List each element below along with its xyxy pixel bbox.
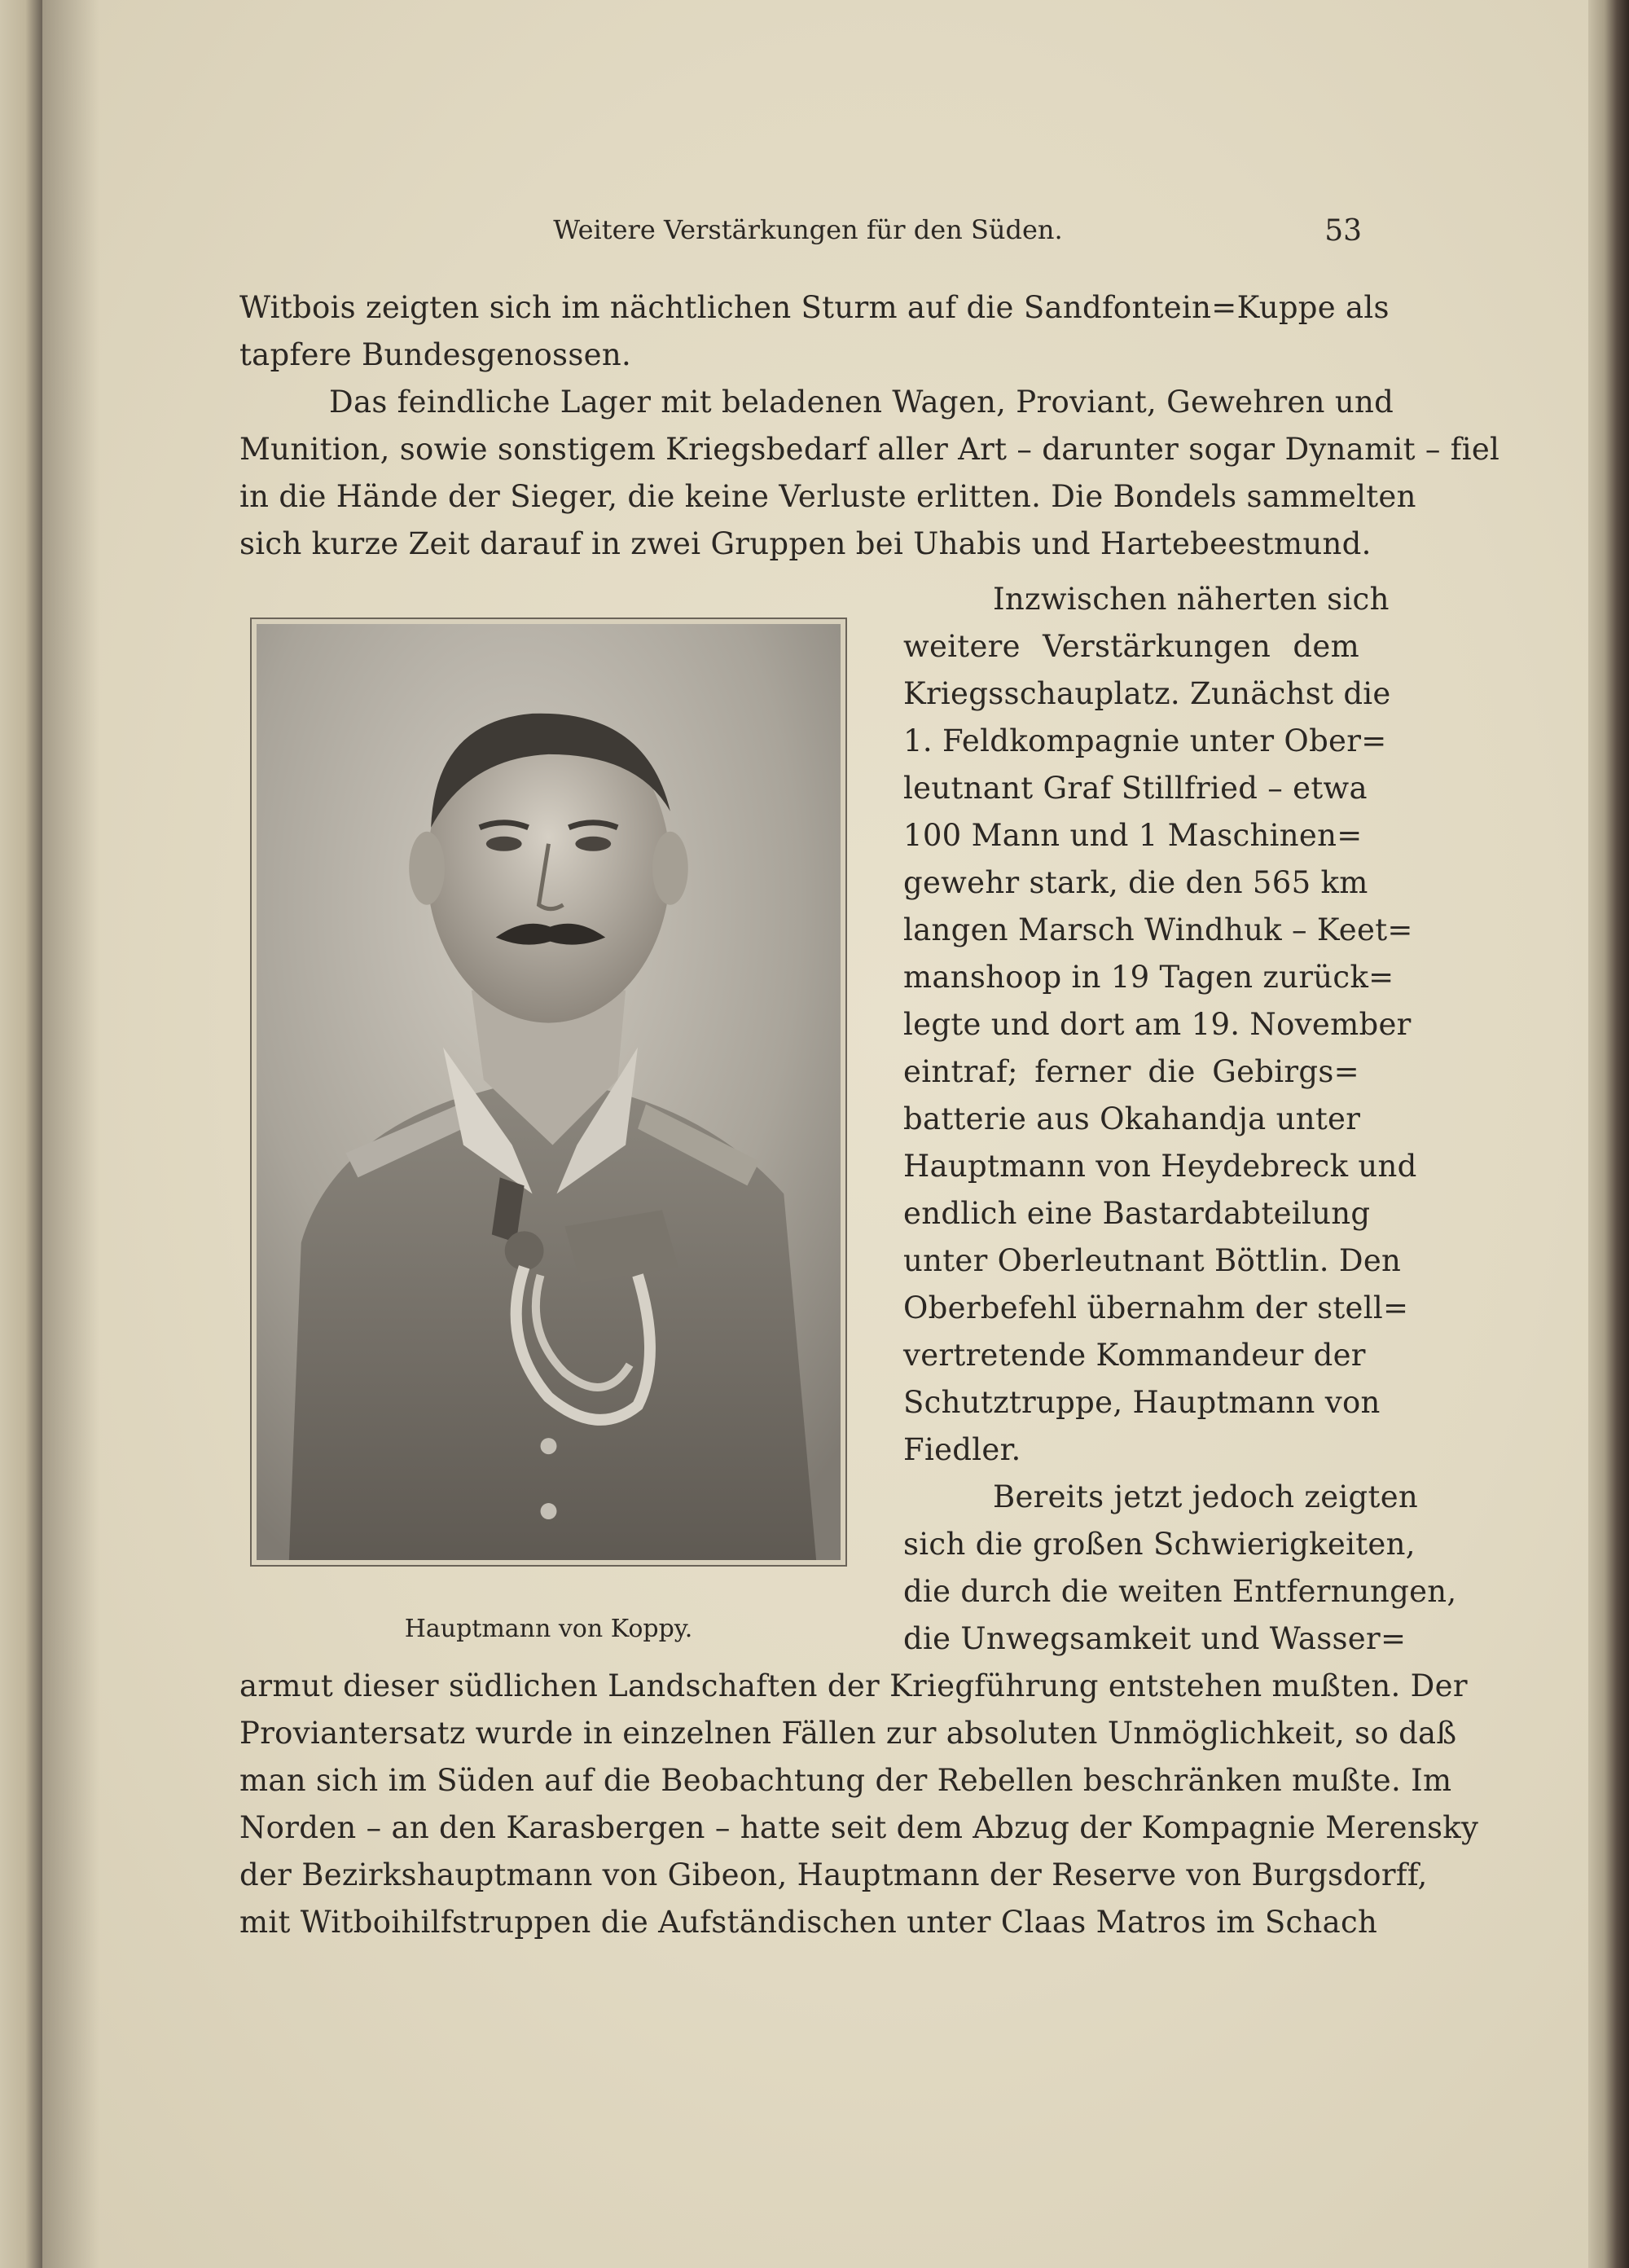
book-page bbox=[42, 0, 1588, 2268]
running-head: Weitere Verstärkungen für den Süden. bbox=[553, 214, 1063, 245]
text-line: endlich eine Bastardabteilung bbox=[903, 1196, 1371, 1231]
page-number: 53 bbox=[1324, 214, 1362, 248]
text-line: leutnant Graf Stillfried – etwa bbox=[903, 771, 1368, 806]
book-cover-edge bbox=[1588, 0, 1629, 2268]
portrait-photograph bbox=[250, 618, 847, 1567]
text-line: tapfere Bundesgenossen. bbox=[239, 337, 632, 372]
text-line: sich die großen Schwierigkeiten, bbox=[903, 1527, 1416, 1562]
text-line: Proviantersatz wurde in einzelnen Fällen zur absoluten Unmöglichkeit, so daß bbox=[239, 1716, 1457, 1751]
text-line: Das feindliche Lager mit beladenen Wagen, Proviant, Gewehren und bbox=[329, 385, 1394, 420]
text-line: eintraf; ferner die Gebirgs= bbox=[903, 1054, 1359, 1089]
text-line: legte und dort am 19. November bbox=[903, 1007, 1412, 1042]
figure-caption: Hauptmann von Koppy. bbox=[404, 1615, 693, 1643]
text-line: die Unwegsamkeit und Wasser= bbox=[903, 1621, 1407, 1656]
text-line: die durch die weiten Entfernungen, bbox=[903, 1574, 1457, 1609]
portrait-image bbox=[257, 624, 841, 1560]
text-line: Bereits jetzt jedoch zeigten bbox=[993, 1479, 1419, 1514]
text-line: langen Marsch Windhuk – Keet= bbox=[903, 912, 1413, 947]
text-line: 100 Mann und 1 Maschinen= bbox=[903, 818, 1363, 853]
gutter-shadow bbox=[42, 0, 99, 2268]
text-line: der Bezirkshauptmann von Gibeon, Hauptmann der Reserve von Burgsdorff, bbox=[239, 1857, 1428, 1892]
text-line: Kriegsschauplatz. Zunächst die bbox=[903, 676, 1391, 711]
text-line: Witbois zeigten sich im nächtlichen Sturm auf die Sandfontein=Kuppe als bbox=[239, 290, 1390, 325]
previous-page-edge bbox=[0, 0, 42, 2268]
text-line: unter Oberleutnant Böttlin. Den bbox=[903, 1243, 1402, 1278]
text-line: armut dieser südlichen Landschaften der Kriegführung entstehen mußten. Der bbox=[239, 1668, 1468, 1703]
text-line: mit Witboihilfstruppen die Aufständischen unter Claas Matros im Schach bbox=[239, 1905, 1378, 1940]
text-line: manshoop in 19 Tagen zurück= bbox=[903, 960, 1394, 995]
text-line: Oberbefehl übernahm der stell= bbox=[903, 1290, 1409, 1325]
text-line: 1. Feldkompagnie unter Ober= bbox=[903, 723, 1387, 758]
text-line: Fiedler. bbox=[903, 1432, 1021, 1467]
text-line: in die Hände der Sieger, die keine Verluste erlitten. Die Bondels sammelten bbox=[239, 479, 1416, 514]
text-line: Inzwischen näherten sich bbox=[993, 582, 1390, 617]
text-line: Hauptmann von Heydebreck und bbox=[903, 1149, 1417, 1184]
text-line: Schutztruppe, Hauptmann von bbox=[903, 1385, 1381, 1420]
text-line: weitere Verstärkungen dem bbox=[903, 629, 1359, 664]
text-line: batterie aus Okahandja unter bbox=[903, 1101, 1361, 1136]
text-line: sich kurze Zeit darauf in zwei Gruppen bei Uhabis und Hartebeestmund. bbox=[239, 526, 1372, 561]
text-line: vertretende Kommandeur der bbox=[903, 1338, 1366, 1373]
text-line: Norden – an den Karasbergen – hatte seit dem Abzug der Kompagnie Merensky bbox=[239, 1810, 1479, 1845]
text-line: gewehr stark, die den 565 km bbox=[903, 865, 1368, 900]
text-line: man sich im Süden auf die Beobachtung der Rebellen beschränken mußte. Im bbox=[239, 1763, 1452, 1798]
text-line: Munition, sowie sonstigem Kriegsbedarf aller Art – darunter sogar Dynamit – fiel bbox=[239, 432, 1500, 467]
